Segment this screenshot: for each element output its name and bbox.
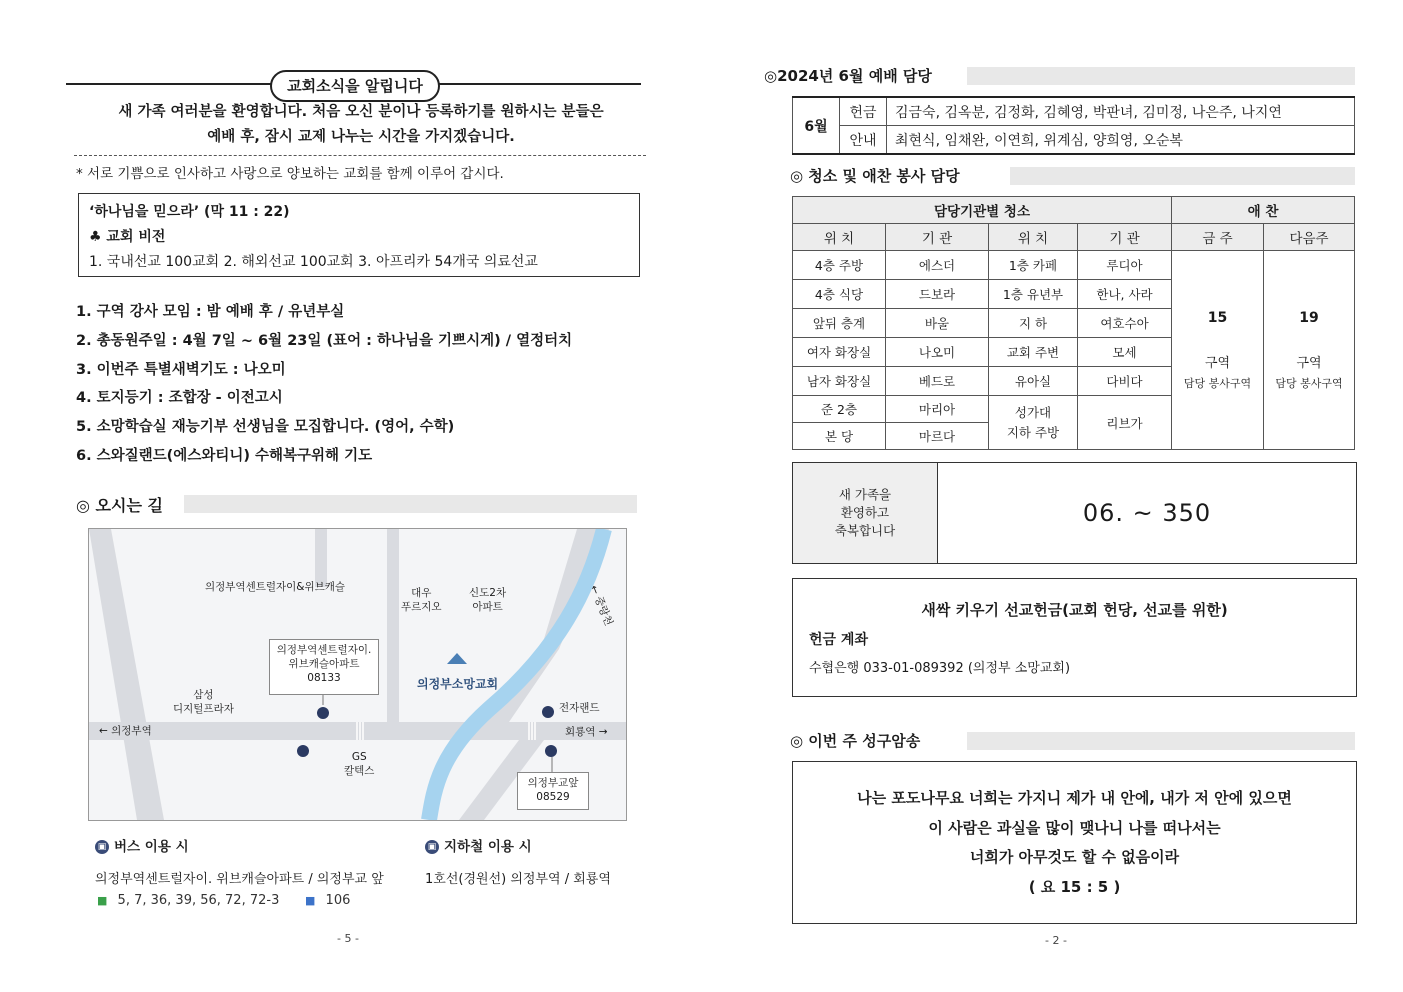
cell-merged-location: 성가대 지하 주방 [989,396,1078,450]
map-stop-box-2: 의정부교앞 08529 [517,772,589,810]
cell: 남자 화장실 [793,367,886,396]
worship-heading: ◎2024년 6월 예배 담당 [764,67,932,85]
table-row [793,126,1355,155]
cell: 1층 카페 [989,251,1078,280]
worship-names: 김금숙, 김옥분, 김정화, 김혜영, 박판녀, 김미정, 나은주, 나지연 [887,97,1355,126]
table-row [793,224,1355,251]
next-week-duty: 구역 [1296,355,1322,371]
heading-bar [1010,167,1355,185]
offering-title: 새싹 키우기 선교헌금(교회 헌당, 선교를 위한) [921,601,1228,619]
col-header: 기 관 [1078,224,1172,251]
heading-bar [967,732,1355,750]
map-label-apt: 의정부역센트럴자이&위브캐슬 [205,581,346,593]
worship-names: 최현식, 임채완, 이연희, 위계심, 양희영, 오순복 [887,126,1355,155]
verse-line: 이 사람은 과실을 많이 맺나니 나를 떠나서는 [928,818,1221,837]
cell: 다비다 [1078,367,1172,396]
new-family-box [792,462,1357,564]
directions-heading: ◎ 오시는 길 [76,496,163,515]
this-week-duty-desc: 담당 봉사구역 [1183,376,1252,390]
cell: 유아실 [989,367,1078,396]
cell-merged-org: 리브가 [1078,396,1172,450]
vision-label: ♣ 교회 비전 [89,229,166,245]
next-week-duty-desc: 담당 봉사구역 [1275,376,1343,390]
col-header: 금 주 [1172,224,1264,251]
cell: 준 2층 [793,396,886,423]
cell: 루디아 [1078,251,1172,280]
map-stop-box: 의정부역센트럴자이. 위브캐슬아파트 08133 [269,639,379,695]
map-label-jeonja: 전자랜드 [559,702,600,714]
welcome-line-1: 새 가족 여러분을 환영합니다. 처음 오신 분이나 등록하기를 원하시는 분들은 [118,104,604,120]
cell: 4층 식당 [793,280,886,309]
bus-routes-blue: ■ 106 [305,893,351,908]
map-label-hoeryong: 회룡역 → [565,726,608,738]
cleaning-heading: ◎ 청소 및 애찬 봉사 담당 [790,167,960,185]
heading-bar [184,495,637,513]
cell: 마리아 [886,396,989,423]
cell: 1층 유년부 [989,280,1078,309]
map-label-river: ← 중랑천 [587,583,615,628]
table-row [793,197,1355,224]
bus-stop-icon [545,745,557,757]
blue-bus-icon: ■ [305,894,316,907]
news-list [76,298,572,471]
news-item: 4. 토지등기 : 조합장 - 이전고시 [76,390,283,407]
subway-section-title: ▣ 지하철 이용 시 [425,835,532,855]
offering-account: 수협은행 033-01-089392 (의정부 소망교회) [809,661,1071,676]
new-family-label: 새 가족을 환영하고 축복합니다 [793,463,938,563]
vision-box [78,193,640,277]
cell: 베드로 [886,367,989,396]
verse-line: 나는 포도나무요 너희는 가지니 제가 내 안에, 내가 저 안에 있으면 [857,789,1292,807]
memory-verse-box [792,761,1357,924]
col-header: 위 치 [793,224,886,251]
cell: 교회 주변 [989,338,1078,367]
cell: 모세 [1078,338,1172,367]
page-number-left: - 5 - [337,932,359,945]
subway-icon: ▣ [425,840,439,854]
news-item: 6. 스와질랜드(에스와티니) 수해복구위해 기도 [76,447,373,464]
table-row [793,251,1355,280]
subway-stations-text: 1호선(경원선) 의정부역 / 회룡역 [425,872,611,887]
news-item: 2. 총동원주일 : 4월 7일 ~ 6월 23일 (표어 : 하나님을 기쁘시게) / 열정터치 [76,332,573,349]
cleaning-group-header: 담당기관별 청소 [793,197,1172,224]
cell: 본 당 [793,423,886,450]
meal-header: 애 찬 [1172,197,1355,224]
bus-section-title: ▣ 버스 이용 시 [95,835,189,855]
cell: 에스더 [886,251,989,280]
this-week-duty: 구역 [1204,355,1231,371]
cell: 4층 주방 [793,251,886,280]
news-item: 1. 구역 강사 모임 : 밤 예배 후 / 유년부실 [76,304,345,320]
this-week-cell [1172,251,1264,450]
cell: 여호수아 [1078,309,1172,338]
map-church-label: 의정부소망교회 [417,677,499,691]
green-bus-icon: ■ [97,894,108,907]
cell: 한나, 사라 [1078,280,1172,309]
worship-duty-table [792,96,1355,155]
cell: 바울 [886,309,989,338]
offering-account-label: 헌금 계좌 [809,632,868,648]
table-row [793,97,1355,126]
offering-box [792,578,1357,697]
heading-bar [967,67,1355,85]
welcome-line-2: 예배 후, 잠시 교제 나누는 시간을 가지겠습니다. [207,129,515,145]
page-number-right: - 2 - [1045,934,1067,947]
verse-reference: ( 요 15 : 5 ) [1028,877,1121,896]
map-label-sindo: 신도2차 아파트 [469,587,507,613]
next-week-number: 19 [1299,309,1319,326]
bus-stop-icon [317,707,329,719]
col-header: 다음주 [1264,224,1355,251]
news-item: 3. 이번주 특별새벽기도 : 나오미 [76,361,286,378]
map-label-samsung: 삼성 디지털프라자 [173,689,234,715]
news-item: 5. 소망학습실 재능기부 선생님을 모집합니다. (영어, 수학) [76,419,455,436]
vision-items: 1. 국내선교 100교회 2. 해외선교 100교회 3. 아프리카 54개국 의료선교 [89,254,538,270]
worship-kind: 안내 [840,126,887,155]
map-label-gs: GS 칼텍스 [344,751,375,777]
church-logo-icon [447,653,467,664]
map-label-uijeongbu: ← 의정부역 [99,725,152,737]
new-family-count: 06. ~ 350 [1082,499,1212,527]
cleaning-table [792,196,1355,450]
location-map [88,528,627,821]
note-text: * 서로 기쁨으로 인사하고 사랑으로 양보하는 교회를 함께 이루어 갑시다. [76,166,504,182]
map-label-daewoo: 대우 푸르지오 [401,587,442,613]
page-title: 교회소식을 알립니다 [270,70,440,102]
next-week-cell [1264,251,1355,450]
cell: 지 하 [989,309,1078,338]
bus-routes-green: ■ 5, 7, 36, 39, 56, 72, 72-3 [97,893,280,908]
worship-kind: 헌금 [840,97,887,126]
cell: 여자 화장실 [793,338,886,367]
memory-verse-heading: ◎ 이번 주 성구암송 [790,732,921,750]
bus-stop-icon [297,745,309,757]
verse-line: 너희가 아무것도 할 수 없음이라 [969,848,1180,866]
cell: 앞뒤 층계 [793,309,886,338]
bus-icon: ▣ [95,840,109,854]
col-header: 위 치 [989,224,1078,251]
cell: 마르다 [886,423,989,450]
bus-stops-text: 의정부역센트럴자이. 위브캐슬아파트 / 의정부교 앞 [95,872,384,887]
dashed-divider [74,155,646,156]
cell: 드보라 [886,280,989,309]
worship-month: 6월 [793,97,840,154]
bus-stop-icon [542,706,554,718]
cell: 나오미 [886,338,989,367]
col-header: 기 관 [886,224,989,251]
this-week-number: 15 [1207,309,1228,326]
vision-verse: ‘하나님을 믿으라’ (막 11 : 22) [89,204,290,220]
